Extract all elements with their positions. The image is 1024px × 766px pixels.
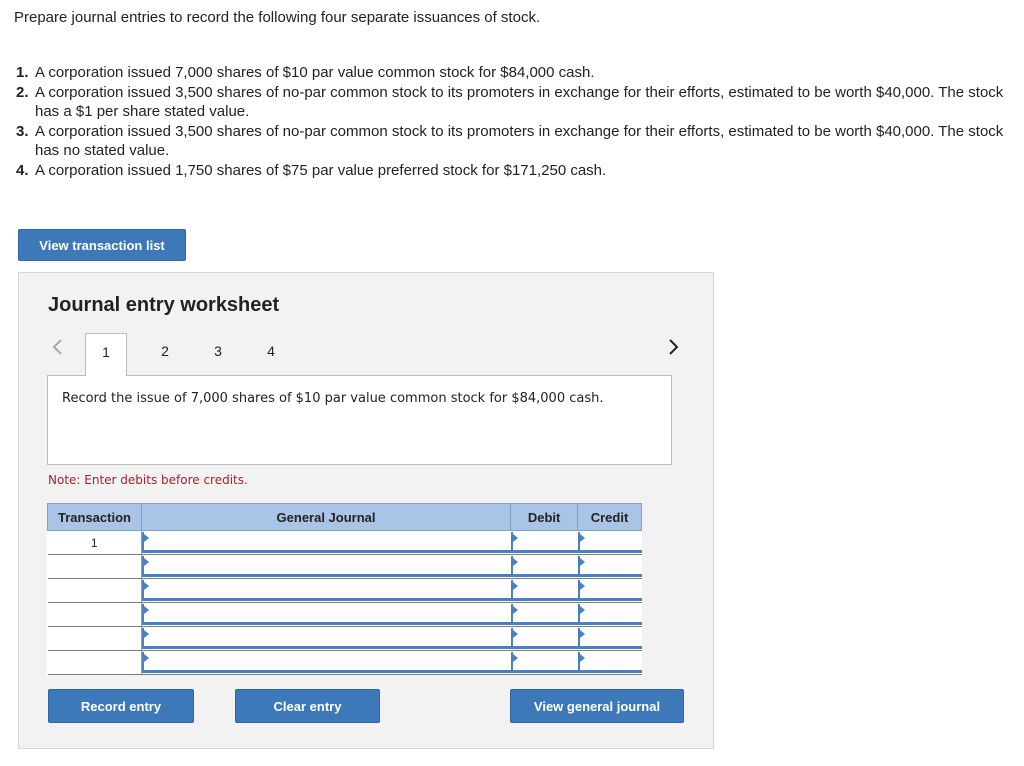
tab-3[interactable]: 3 xyxy=(214,343,222,359)
table-row xyxy=(48,531,642,555)
transaction-cell: 1 xyxy=(48,531,142,555)
table-header-row xyxy=(48,504,642,531)
credit-input[interactable] xyxy=(578,604,642,625)
list-text: A corporation issued 7,000 shares of $10 par value common stock for $84,000 cash. xyxy=(35,64,595,81)
issuance-list xyxy=(16,63,1006,180)
account-input[interactable] xyxy=(142,580,511,601)
worksheet-title: Journal entry worksheet xyxy=(48,294,280,316)
credit-input[interactable] xyxy=(578,556,642,577)
account-cell[interactable] xyxy=(141,555,510,579)
tab-2[interactable]: 2 xyxy=(161,343,169,359)
debit-cell[interactable] xyxy=(511,555,578,579)
list-text: A corporation issued 3,500 shares of no-par common stock to its promoters in exchange for their efforts, estimated to be worth $40,000. The stock has a $1 per share stated value. xyxy=(35,83,1004,120)
transaction-cell xyxy=(48,651,142,675)
credit-cell[interactable] xyxy=(578,531,642,555)
credit-input[interactable] xyxy=(578,580,642,601)
list-item xyxy=(16,161,1006,181)
view-general-journal-button[interactable]: View general journal xyxy=(510,689,684,723)
credit-input[interactable] xyxy=(578,532,642,553)
journal-table xyxy=(47,503,642,675)
view-transaction-list-button[interactable]: View transaction list xyxy=(18,229,186,261)
column-header-debit: Debit xyxy=(511,504,578,531)
chevron-left-icon[interactable] xyxy=(47,335,67,359)
table-row xyxy=(48,555,642,579)
table-row xyxy=(48,603,642,627)
account-cell[interactable] xyxy=(141,651,510,675)
table-row xyxy=(48,627,642,651)
list-text: A corporation issued 3,500 shares of no-par common stock to its promoters in exchange for their efforts, estimated to be worth $40,000. The stock has no stated value. xyxy=(35,122,1004,159)
account-cell[interactable] xyxy=(141,531,510,555)
debit-input[interactable] xyxy=(511,556,578,577)
credit-cell[interactable] xyxy=(578,603,642,627)
instructions-text: Prepare journal entries to record the following four separate issuances of stock. xyxy=(14,9,541,26)
credit-cell[interactable] xyxy=(578,627,642,651)
list-number: 2. xyxy=(16,83,29,101)
debit-input[interactable] xyxy=(511,532,578,553)
record-entry-button[interactable]: Record entry xyxy=(48,689,194,723)
prompt-text: Record the issue of 7,000 shares of $10 par value common stock for $84,000 cash. xyxy=(62,391,604,406)
journal-entry-worksheet xyxy=(18,272,714,749)
debit-input[interactable] xyxy=(511,628,578,649)
list-item xyxy=(16,63,1006,83)
debit-cell[interactable] xyxy=(511,531,578,555)
list-text: A corporation issued 1,750 shares of $75 par value preferred stock for $171,250 cash. xyxy=(35,161,607,179)
clear-entry-button[interactable]: Clear entry xyxy=(235,689,380,723)
account-input[interactable] xyxy=(142,652,511,673)
chevron-right-icon[interactable] xyxy=(664,335,684,359)
debit-cell[interactable] xyxy=(511,603,578,627)
list-item xyxy=(16,83,1006,122)
credit-cell[interactable] xyxy=(578,555,642,579)
account-input[interactable] xyxy=(142,628,511,649)
account-cell[interactable] xyxy=(141,579,510,603)
account-input[interactable] xyxy=(142,556,511,577)
column-header-transaction: Transaction xyxy=(48,504,142,531)
debit-cell[interactable] xyxy=(511,579,578,603)
account-input[interactable] xyxy=(142,532,511,553)
debit-input[interactable] xyxy=(511,580,578,601)
debit-input[interactable] xyxy=(511,652,578,673)
account-input[interactable] xyxy=(142,604,511,625)
list-number: 3. xyxy=(16,122,29,140)
credit-cell[interactable] xyxy=(578,579,642,603)
transaction-cell xyxy=(48,579,142,603)
entry-prompt xyxy=(47,375,672,465)
debit-input[interactable] xyxy=(511,604,578,625)
credit-input[interactable] xyxy=(578,628,642,649)
transaction-cell xyxy=(48,603,142,627)
debit-credit-note: Note: Enter debits before credits. xyxy=(48,473,248,487)
list-number: 4. xyxy=(16,161,29,179)
account-cell[interactable] xyxy=(141,603,510,627)
transaction-cell xyxy=(48,627,142,651)
credit-input[interactable] xyxy=(578,652,642,673)
debit-cell[interactable] xyxy=(511,627,578,651)
table-row xyxy=(48,579,642,603)
tab-4[interactable]: 4 xyxy=(267,343,275,359)
transaction-cell xyxy=(48,555,142,579)
list-item xyxy=(16,122,1006,161)
credit-cell[interactable] xyxy=(578,651,642,675)
column-header-general-journal: General Journal xyxy=(141,504,510,531)
list-number: 1. xyxy=(16,64,29,81)
account-cell[interactable] xyxy=(141,627,510,651)
column-header-credit: Credit xyxy=(578,504,642,531)
tab-1[interactable]: 1 xyxy=(85,333,127,376)
debit-cell[interactable] xyxy=(511,651,578,675)
table-row xyxy=(48,651,642,675)
